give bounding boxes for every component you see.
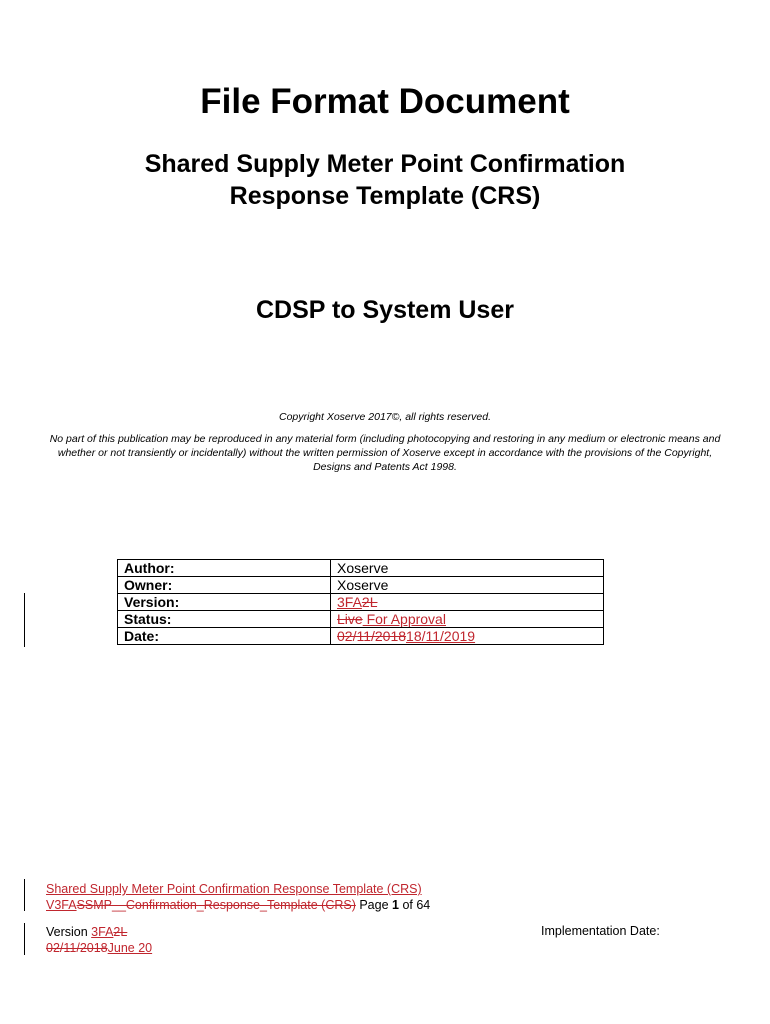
document-subtitle <box>0 148 770 212</box>
subtitle-line-2: Response Template (CRS) <box>229 182 541 210</box>
version-deleted: 2L <box>361 594 378 610</box>
table-row <box>118 560 604 577</box>
author-label: Author: <box>118 560 331 577</box>
table-row <box>118 577 604 594</box>
owner-value: Xoserve <box>331 577 604 594</box>
document-metadata-table <box>117 559 604 645</box>
change-bar <box>24 593 25 647</box>
table-row <box>118 628 604 645</box>
version-value <box>331 594 604 611</box>
footer-filename-deleted: SSMP__Confirmation_Response_Template (CRS) <box>76 898 356 912</box>
status-inserted: For Approval <box>362 611 446 627</box>
table-row <box>118 611 604 628</box>
status-value <box>331 611 604 628</box>
footer-date-inserted: June 20 <box>107 941 153 955</box>
footer-page-prefix: Page <box>355 898 393 912</box>
footer-version-label: Version <box>46 925 92 939</box>
footer-version-info <box>46 924 152 956</box>
footer-version-value-inserted: 3FA <box>91 925 114 939</box>
version-inserted: 3FA <box>337 594 362 610</box>
footer-document-info <box>46 881 430 913</box>
footer-page-total: of 64 <box>398 898 431 912</box>
copyright-notice: Copyright Xoserve 2017©, all rights reserved. <box>278 411 491 423</box>
footer-version-line <box>46 924 152 940</box>
footer-page-line <box>46 897 430 913</box>
date-label: Date: <box>118 628 331 645</box>
document-title: File Format Document <box>200 82 570 121</box>
subtitle-line-1: Shared Supply Meter Point Confirmation <box>144 150 626 178</box>
date-value <box>331 628 604 645</box>
footer-date-line <box>46 940 152 956</box>
footer-page-number: 1 <box>392 898 399 912</box>
date-deleted: 02/11/2018 <box>337 628 407 644</box>
status-label: Status: <box>118 611 331 628</box>
date-inserted: 18/11/2019 <box>406 628 476 644</box>
footer-document-name: Shared Supply Meter Point Confirmation Response Template (CRS) <box>46 882 422 896</box>
version-label: Version: <box>118 594 331 611</box>
owner-label: Owner: <box>118 577 331 594</box>
change-bar <box>24 879 25 911</box>
footer-version-inserted: V3FA <box>46 898 77 912</box>
reproduction-notice: No part of this publication may be reproduced in any material form (including photocopying and restoring in any medium or electronic means and whether or not transiently or incidentally) without the written permission of Xoserve except in accordance with the provisions of the Copyright, Designs and Patents Act 1998. <box>49 433 721 473</box>
audience-heading: CDSP to System User <box>256 296 514 324</box>
author-value: Xoserve <box>331 560 604 577</box>
footer-implementation-date: Implementation Date: <box>541 924 660 938</box>
change-bar <box>24 923 25 955</box>
footer-version-value-deleted: 2L <box>113 925 128 939</box>
status-deleted: Live <box>337 611 363 627</box>
table-row <box>118 594 604 611</box>
footer-date-deleted: 02/11/2018 <box>46 941 108 955</box>
